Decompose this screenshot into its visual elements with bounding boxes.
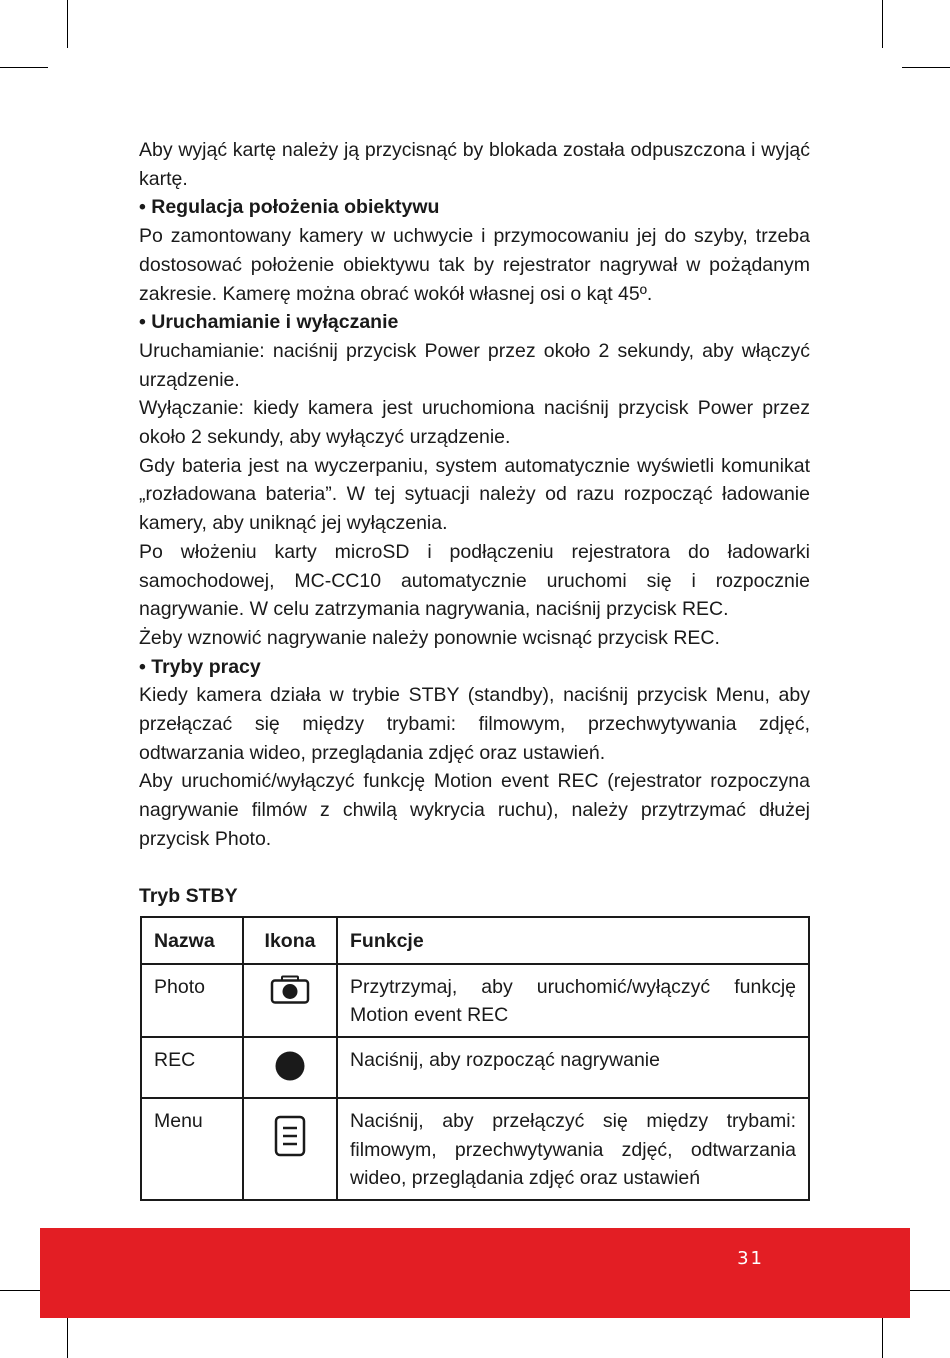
crop-mark-top-left-v bbox=[67, 0, 68, 48]
row-function: Naciśnij, aby rozpocząć nagrywanie bbox=[337, 1037, 809, 1098]
row-name: REC bbox=[141, 1037, 243, 1098]
paragraph-auto-start: Po włożeniu karty microSD i podłączeniu rejestratora do ładowarki samochodowej, MC-CC10 automatycznie uruchomi się i rozpocznie nagrywanie. W celu zatrzymania nagrywania, naciśnij przycisk REC. bbox=[139, 540, 810, 621]
menu-list-icon bbox=[274, 1115, 306, 1157]
page-content bbox=[139, 136, 810, 910]
crop-mark-top-left-h bbox=[0, 67, 48, 68]
header-functions: Funkcje bbox=[337, 917, 809, 964]
row-name: Menu bbox=[141, 1098, 243, 1200]
crop-mark-top-right-v bbox=[882, 0, 883, 48]
heading-work-modes: • Tryby pracy bbox=[139, 655, 261, 678]
row-function: Naciśnij, aby przełączyć się między trybami: filmowym, przechwytywania zdjęć, odtwarzania wideo, przeglądania zdjęć oraz ustawień bbox=[337, 1098, 809, 1200]
heading-lens-adjustment: • Regulacja położenia obiektywu bbox=[139, 196, 440, 219]
header-name: Nazwa bbox=[141, 917, 243, 964]
paragraph-lens-adjustment: Po zamontowany kamery w uchwycie i przymocowaniu jej do szyby, trzeba dostosować położenie obiektywu tak by rejestrator nagrywał w pożądanym zakresie. Kamerę można obrać wokół własnej osi o kąt 45º. bbox=[139, 225, 810, 305]
paragraph-menu-modes: Kiedy kamera działa w trybie STBY (standby), naciśnij przycisk Menu, aby przełączać się między trybami: filmowym, przechwytywania zdjęć, odtwarzania wideo, przeglądania zdjęć oraz ustawień. bbox=[139, 684, 810, 764]
paragraph-power-off: Wyłączanie: kiedy kamera jest uruchomiona naciśnij przycisk Power przez około 2 sekundy, aby wyłączyć urządzenie. bbox=[139, 397, 810, 449]
table-row-photo bbox=[141, 964, 809, 1037]
page-number: 31 bbox=[737, 1248, 764, 1269]
heading-power-on-off: • Uruchamianie i wyłączanie bbox=[139, 311, 399, 334]
header-icon: Ikona bbox=[243, 917, 337, 964]
table-header-row bbox=[141, 917, 809, 964]
footer-bar bbox=[40, 1228, 910, 1318]
row-name: Photo bbox=[141, 964, 243, 1037]
crop-mark-top-right-h bbox=[902, 67, 950, 68]
table-title: Tryb STBY bbox=[139, 884, 238, 907]
paragraph-low-battery: Gdy bateria jest na wyczerpaniu, system automatycznie wyświetli komunikat „rozładowana bateria”. W tej sytuacji należy od razu rozpocząć ładowanie kamery, aby uniknąć jej wyłączenia. bbox=[139, 454, 810, 535]
record-dot-icon bbox=[274, 1050, 306, 1082]
table-row-menu bbox=[141, 1098, 809, 1200]
paragraph-card-removal: Aby wyjąć kartę należy ją przycisnąć by blokada została odpuszczona i wyjąć kartę. bbox=[139, 139, 810, 190]
table-row-rec bbox=[141, 1037, 809, 1098]
paragraph-motion-event: Aby uruchomić/wyłączyć funkcję Motion event REC (rejestrator rozpoczyna nagrywanie filmów z chwilą wykrycia ruchu), należy przytrzymać dłużej przycisk Photo. bbox=[139, 770, 810, 850]
camera-icon bbox=[270, 975, 310, 1005]
paragraph-resume-recording: Żeby wznowić nagrywanie należy ponownie wcisnąć przycisk REC. bbox=[139, 626, 720, 649]
paragraph-power-on: Uruchamianie: naciśnij przycisk Power przez około 2 sekundy, aby włączyć urządzenie. bbox=[139, 339, 810, 391]
row-function: Przytrzymaj, aby uruchomić/wyłączyć funkcję Motion event REC bbox=[337, 964, 809, 1037]
stby-mode-table bbox=[140, 916, 810, 1201]
